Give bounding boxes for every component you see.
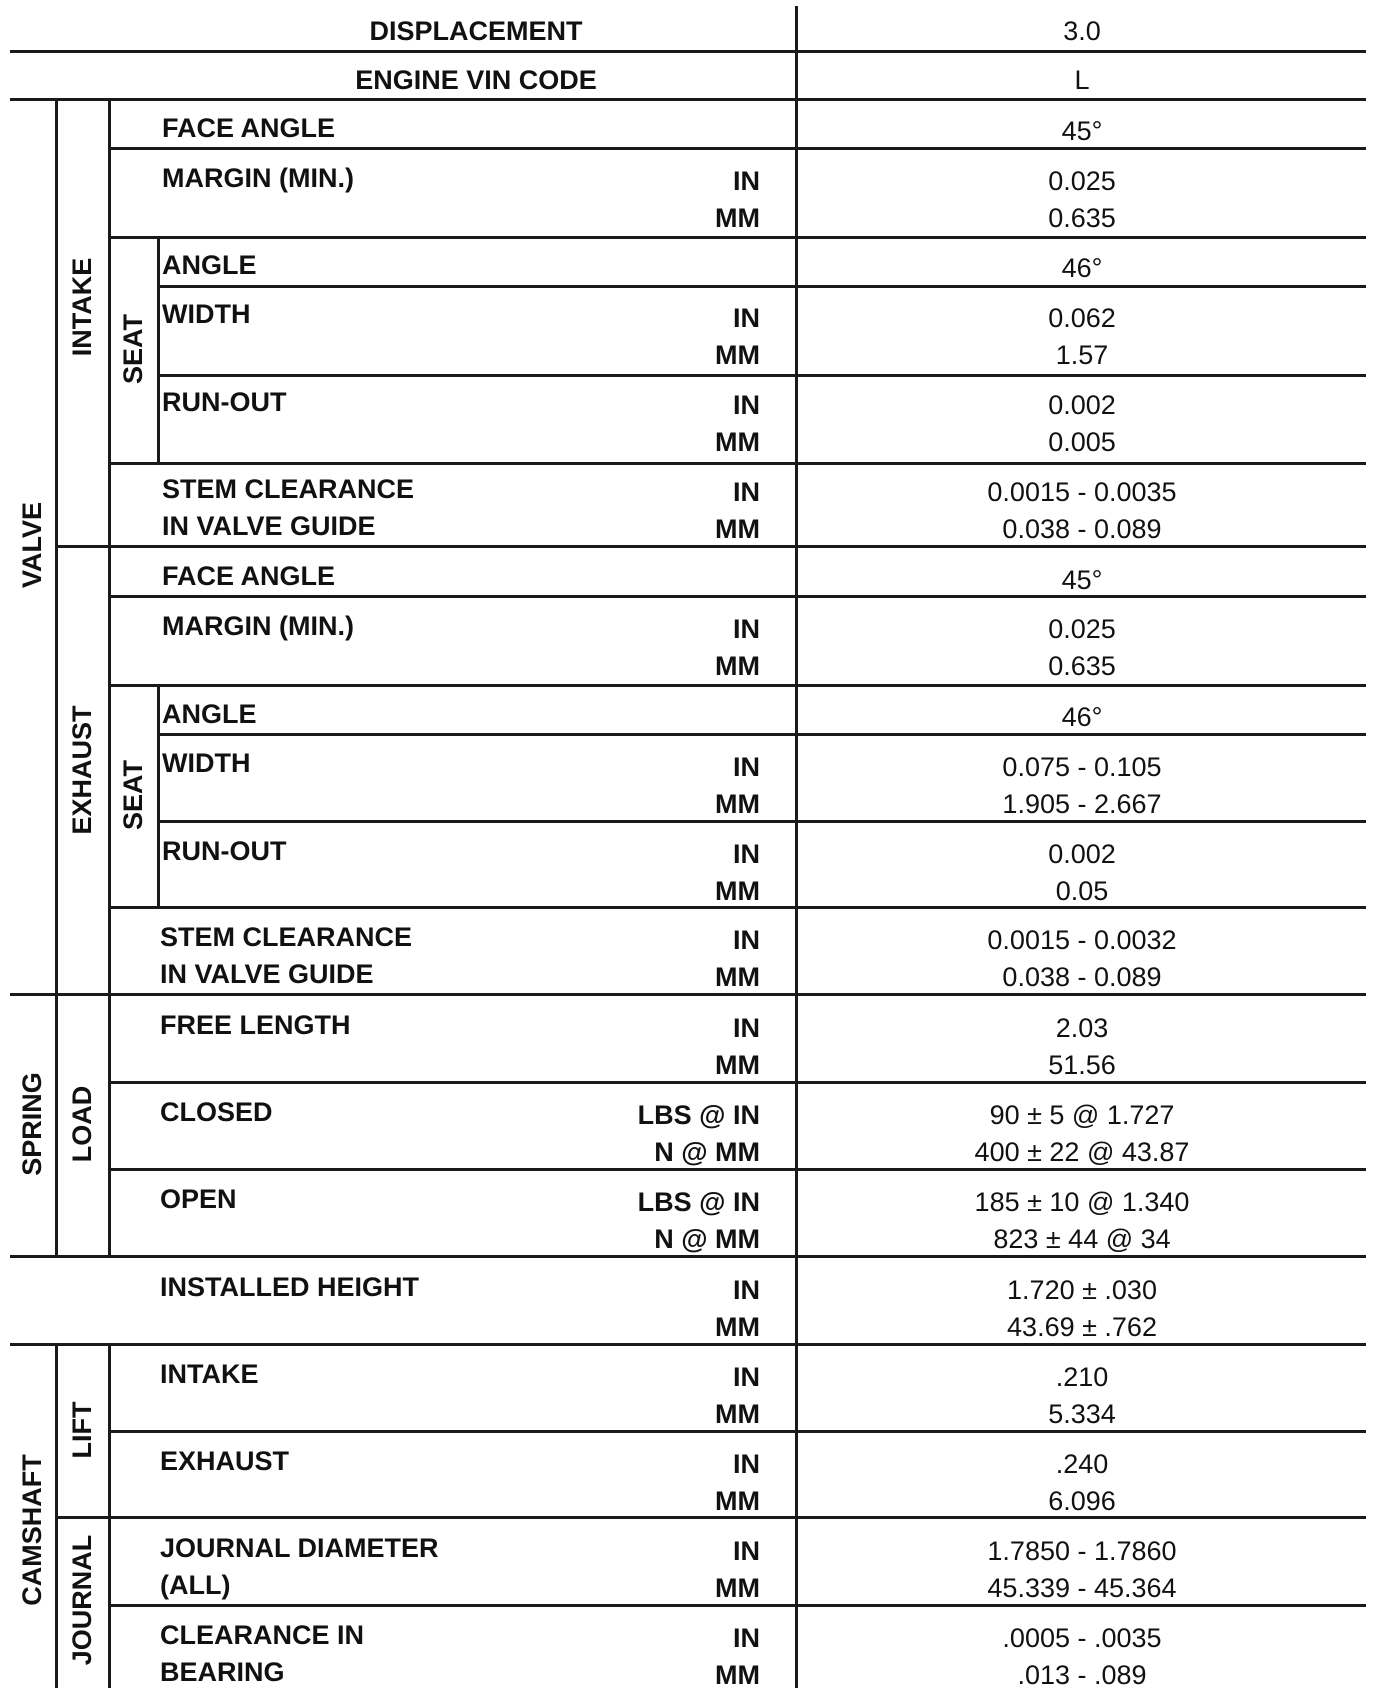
spec-unit: IN [733,477,760,507]
spec-value: 6.096 [1048,1486,1116,1516]
spec-value: 0.0015 - 0.0035 [987,477,1177,507]
spec-value: 1.720 ± .030 [1007,1275,1157,1305]
spec-unit: IN [733,390,760,420]
spec-unit: MM [715,340,760,370]
rule [55,1516,1366,1519]
engine-vin-label: ENGINE VIN CODE [355,65,597,95]
spec-unit: MM [715,514,760,544]
spec-value: 0.635 [1048,651,1116,681]
spec-unit: LBS @ IN [637,1100,760,1130]
group-divider [55,98,58,993]
spec-label: BEARING [160,1657,285,1687]
spec-value: 0.038 - 0.089 [1002,514,1162,544]
group-exhaust-label: EXHAUST [67,705,97,835]
rule [108,1168,1366,1171]
spec-label: STEM CLEARANCE [160,922,413,952]
rule [108,462,1366,465]
rule [108,684,1366,687]
spec-unit: MM [715,962,760,992]
spec-label: IN VALVE GUIDE [162,511,376,541]
rule [108,1430,1366,1433]
group-intake-label: INTAKE [67,257,97,357]
spec-label: ANGLE [162,250,257,280]
rule [10,98,1366,101]
group-divider [55,993,58,1255]
spec-value: 1.905 - 2.667 [1002,789,1162,819]
rule [10,1255,1366,1258]
rule [157,285,1366,288]
displacement-value: 3.0 [1063,16,1101,46]
spec-label: MARGIN (MIN.) [162,163,354,193]
spec-value: 0.038 - 0.089 [1002,962,1162,992]
group-spring-label: SPRING [17,1072,47,1176]
spec-unit: IN [733,839,760,869]
spec-unit: IN [733,752,760,782]
spec-value: .013 - .089 [1017,1660,1147,1690]
group-divider [108,1343,111,1688]
spec-value: 46° [1061,702,1103,732]
spec-value: 45° [1061,565,1103,595]
spec-label: OPEN [160,1184,237,1214]
group-exhaust-seat-label: SEAT [118,759,148,831]
spec-unit: IN [733,1362,760,1392]
spec-value: 0.025 [1048,614,1116,644]
spec-value: 2.03 [1055,1013,1109,1043]
spec-unit: IN [733,166,760,196]
spec-label: (ALL) [160,1570,231,1600]
spec-label: WIDTH [162,299,251,329]
rule [108,1081,1366,1084]
spec-value: 0.0015 - 0.0032 [987,925,1177,955]
group-divider [157,684,160,906]
rule [108,236,1366,239]
spec-unit: IN [733,1449,760,1479]
rule [10,993,1366,996]
displacement-label: DISPLACEMENT [369,16,583,46]
spec-label: CLEARANCE IN [160,1620,365,1650]
spec-value: 400 ± 22 @ 43.87 [974,1137,1190,1167]
spec-label: INSTALLED HEIGHT [160,1272,419,1302]
rule [108,1604,1366,1607]
spec-value: 0.005 [1048,427,1116,457]
spec-unit: IN [733,1275,760,1305]
spec-label: RUN-OUT [162,836,287,866]
spec-value: 43.69 ± .762 [1007,1312,1157,1342]
spec-label: JOURNAL DIAMETER [160,1533,439,1563]
spec-value: .0005 - .0035 [1002,1623,1162,1653]
spec-unit: MM [715,1399,760,1429]
group-valve-label: VALVE [17,501,47,589]
group-divider [108,993,111,1255]
spec-label: EXHAUST [160,1446,290,1476]
spec-label: STEM CLEARANCE [162,474,415,504]
spec-value: .210 [1055,1362,1109,1392]
group-intake-seat-label: SEAT [118,313,148,385]
spec-value: 0.635 [1048,203,1116,233]
spec-unit: IN [733,1013,760,1043]
spec-unit: MM [715,1660,760,1690]
spec-unit: IN [733,925,760,955]
spec-label: FACE ANGLE [162,113,336,143]
spec-value: 0.075 - 0.105 [1002,752,1162,782]
spec-unit: MM [715,1312,760,1342]
spec-value: .240 [1055,1449,1109,1479]
spec-value: 5.334 [1048,1399,1116,1429]
spec-unit: IN [733,303,760,333]
rule [157,733,1366,736]
spec-unit: N @ MM [654,1224,760,1254]
spec-unit: MM [715,651,760,681]
group-journal-label: JOURNAL [67,1534,97,1666]
spec-unit: MM [715,1486,760,1516]
spec-value: 90 ± 5 @ 1.727 [989,1100,1175,1130]
spec-value: 0.002 [1048,390,1116,420]
spec-unit: IN [733,614,760,644]
spec-value: 0.025 [1048,166,1116,196]
rule [55,545,1366,548]
spec-label: ANGLE [162,699,257,729]
group-divider [108,98,111,993]
spec-value: 45° [1061,116,1103,146]
rule [108,147,1366,150]
spec-label: MARGIN (MIN.) [162,611,354,641]
spec-value: 51.56 [1048,1050,1116,1080]
spec-unit: MM [715,876,760,906]
spec-value: 0.05 [1055,876,1109,906]
rule [157,374,1366,377]
spec-value: 46° [1061,253,1103,283]
spec-value: 823 ± 44 @ 34 [993,1224,1171,1254]
spec-unit: LBS @ IN [637,1187,760,1217]
spec-label: FREE LENGTH [160,1010,351,1040]
spec-unit: IN [733,1623,760,1653]
group-divider [55,1343,58,1688]
group-divider [157,236,160,462]
spec-label: IN VALVE GUIDE [160,959,374,989]
spec-unit: MM [715,203,760,233]
rule [10,1343,1366,1346]
spec-unit: N @ MM [654,1137,760,1167]
group-camshaft-label: CAMSHAFT [17,1454,47,1606]
rule [10,50,1366,53]
group-load-label: LOAD [67,1085,97,1163]
spec-value: 185 ± 10 @ 1.340 [974,1187,1190,1217]
spec-label: FACE ANGLE [162,561,336,591]
rule [157,820,1366,823]
group-lift-label: LIFT [67,1401,97,1459]
spec-value: 0.002 [1048,839,1116,869]
spec-unit: IN [733,1536,760,1566]
spec-label: WIDTH [162,748,251,778]
spec-unit: MM [715,1050,760,1080]
spec-label: INTAKE [160,1359,259,1389]
spec-value: 1.57 [1055,340,1109,370]
rule [108,906,1366,909]
engine-vin-value: L [1074,65,1090,95]
spec-unit: MM [715,427,760,457]
spec-value: 45.339 - 45.364 [987,1573,1177,1603]
rule [108,595,1366,598]
spec-value: 1.7850 - 1.7860 [987,1536,1177,1566]
spec-label: CLOSED [160,1097,273,1127]
spec-value: 0.062 [1048,303,1116,333]
spec-label: RUN-OUT [162,387,287,417]
spec-unit: MM [715,789,760,819]
spec-unit: MM [715,1573,760,1603]
